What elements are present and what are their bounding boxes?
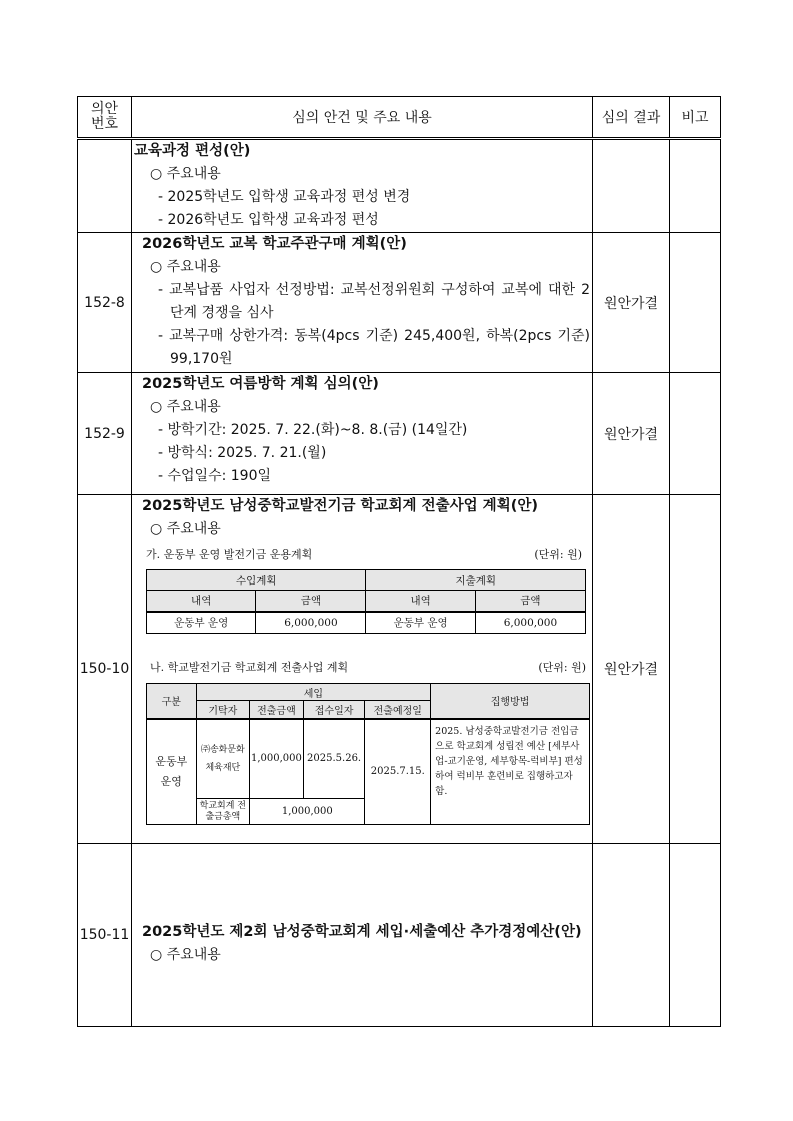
table-b-unit: (단위: 원)	[538, 661, 586, 674]
method-value: 2025. 남성중학교발전기금 전입금으로 학교회계 성립전 예산 [세부사업-교기운영, 세부항목-럭비부] 편성하여 럭비부 훈련비로 집행하고자 함.	[431, 719, 590, 825]
agenda-note	[670, 233, 721, 373]
transfer-plan-table	[146, 683, 590, 825]
content-item: - 방학기간: 2025. 7. 22.(화)~8. 8.(금) (14일간)	[158, 422, 468, 438]
agenda-body	[132, 233, 593, 373]
content-item: - 교복납품 사업자 선정방법: 교복선정위원회 구성하여 교복에 대한 2단계 경쟁을 심사	[158, 282, 590, 321]
agenda-title: 2026학년도 교복 학교주관구매 계획(안)	[142, 236, 407, 252]
agenda-title: 2025학년도 남성중학교발전기금 학교회계 전출사업 계획(안)	[142, 498, 538, 514]
agenda-note	[670, 139, 721, 233]
agenda-no	[78, 139, 132, 233]
deliberation-table	[77, 96, 721, 1027]
header-note: 비고	[670, 97, 721, 139]
agenda-title: 2025학년도 제2회 남성중학교회계 세입·세출예산 추가경정예산(안)	[142, 924, 582, 940]
table-row	[78, 844, 721, 1027]
agenda-body	[132, 373, 593, 495]
table-b-caption: 나. 학교발전기금 학교회계 전출사업 계획	[150, 661, 349, 674]
agenda-title: 교육과정 편성(안)	[134, 143, 251, 159]
agenda-note	[670, 373, 721, 495]
table-row	[78, 233, 721, 373]
agenda-note	[670, 495, 721, 844]
col-type: 구분	[147, 684, 197, 719]
content-item: - 교복구매 상한가격: 동복(4pcs 기준) 245,400원, 하복(2pcs 기준) 99,170원	[158, 328, 590, 367]
header-content: 심의 안건 및 주요 내용	[132, 97, 593, 139]
content-item: - 방학식: 2025. 7. 21.(월)	[158, 445, 327, 461]
total-value: 1,000,000	[250, 799, 365, 825]
col-amount: 금액	[475, 591, 585, 612]
col-amount: 금액	[256, 591, 366, 612]
main-content-label: ○ 주요내용	[150, 947, 221, 963]
agenda-body	[132, 495, 593, 844]
expense-plan-header: 지출계획	[366, 570, 586, 591]
main-content-label: ○ 주요내용	[150, 259, 221, 275]
income-amount: 6,000,000	[256, 612, 366, 634]
header-agenda-no	[78, 97, 132, 139]
header-no-line1: 의안	[90, 101, 119, 117]
content-item: - 수업일수: 190일	[158, 468, 272, 484]
col-item: 내역	[147, 591, 256, 612]
agenda-note	[670, 844, 721, 1027]
income-plan-header: 수입계획	[147, 570, 366, 591]
col-received: 접수일자	[303, 701, 365, 719]
table-b-caption-row	[150, 658, 586, 678]
col-method: 집행방법	[431, 684, 590, 719]
header-row	[78, 97, 721, 139]
col-transfer: 전출금액	[250, 701, 304, 719]
agenda-title: 2025학년도 여름방학 계획 심의(안)	[142, 376, 379, 392]
main-content-label: ○ 주요내용	[150, 399, 221, 415]
received-value: 2025.5.26.	[303, 719, 365, 799]
content-item: - 2025학년도 입학생 교육과정 편성 변경	[158, 189, 411, 205]
transfer-value: 1,000,000	[250, 719, 304, 799]
agenda-no: 150-11	[78, 844, 132, 1027]
fund-plan-table	[146, 569, 586, 634]
table-a-caption-row	[146, 545, 582, 565]
income-item: 운동부 운영	[147, 612, 256, 634]
table-row	[78, 139, 721, 233]
col-revenue: 세입	[196, 684, 431, 701]
table-a-caption: 가. 운동부 운영 발전기금 운용계획	[146, 548, 313, 561]
planned-value: 2025.7.15.	[365, 719, 431, 825]
main-content-label: ○ 주요내용	[150, 166, 221, 182]
agenda-no: 150-10	[78, 495, 132, 844]
col-donor: 기탁자	[196, 701, 250, 719]
agenda-result	[593, 139, 670, 233]
agenda-result: 원안가결	[593, 495, 670, 844]
donor-value: ㈜송화문화 체육재단	[196, 719, 250, 799]
agenda-result	[593, 844, 670, 1027]
expense-amount: 6,000,000	[475, 612, 585, 634]
agenda-body	[132, 844, 593, 1027]
expense-item: 운동부 운영	[366, 612, 475, 634]
table-row	[78, 495, 721, 844]
agenda-result: 원안가결	[593, 233, 670, 373]
agenda-body	[132, 139, 593, 233]
table-row	[78, 373, 721, 495]
type-value: 운동부 운영	[147, 719, 197, 825]
header-result: 심의 결과	[593, 97, 670, 139]
total-label: 학교회계 전출금총액	[196, 799, 250, 825]
col-planned: 전출예정일	[365, 701, 431, 719]
header-no-line2: 번호	[90, 116, 119, 132]
agenda-result: 원안가결	[593, 373, 670, 495]
table-a-unit: (단위: 원)	[534, 548, 582, 561]
content-item: - 2026학년도 입학생 교육과정 편성	[158, 212, 379, 228]
col-item: 내역	[366, 591, 475, 612]
agenda-no: 152-8	[78, 233, 132, 373]
agenda-no: 152-9	[78, 373, 132, 495]
main-content-label: ○ 주요내용	[150, 521, 221, 537]
